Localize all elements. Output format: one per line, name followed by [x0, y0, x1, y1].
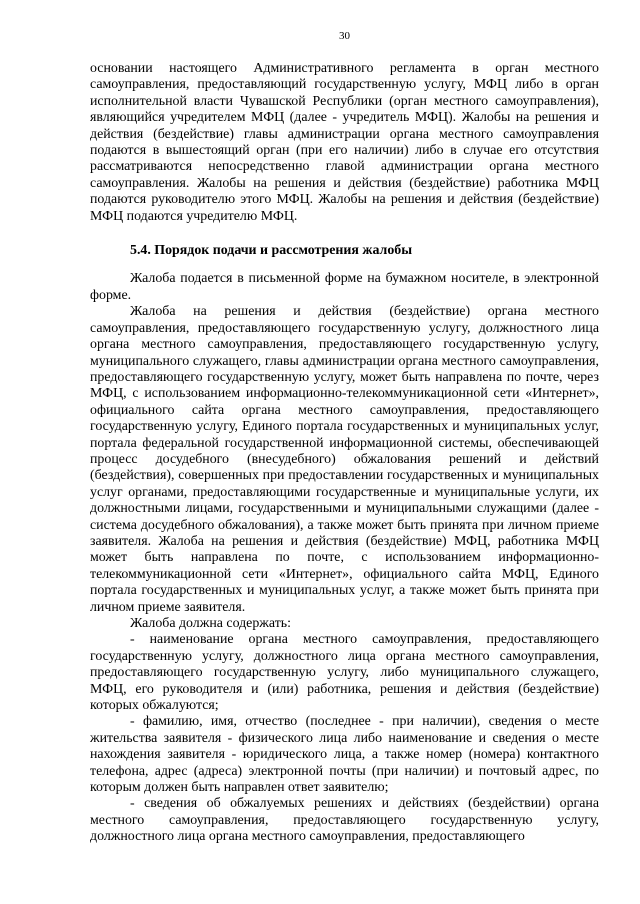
paragraph-complaint-channels: Жалоба на решения и действия (бездействие) органа местного самоуправления, предоставляющего государственную услугу, должностного лица органа местного самоуправления, предоставляющего государственную услугу, муниципального служащего, главы администрации органа местного самоуправления, предоставляющего государственную услугу, может быть направлена по почте, через МФЦ, с использованием информационно-телекоммуникационной сети «Интернет», официального сайта органа местного самоуправления, предоставляющего государственную услугу, Единого портала государственных и муниципальных услуг, портала федеральной государственной информационной системы, обеспечивающей процесс досудебного (внесудебного) обжалования решений и действий (бездействия), совершенных при предоставлении государственных и муниципальных услуг органами, предоставляющими государственные и муниципальные услуги, их должностными лицами, государственными и муниципальными служащими (далее - система досудебного обжалования), а также может быть принята при личном приеме заявителя. Жалоба на решения и действия (бездействие) МФЦ, работника МФЦ может быть направлена по почте, с использованием информационно-телекоммуникационной сети «Интернет», официального сайта МФЦ, Единого портала государственных и муниципальных услуг, а также может быть принята при личном приеме заявителя.: [90, 304, 599, 615]
section-heading: 5.4. Порядок подачи и рассмотрения жалобы: [130, 243, 413, 259]
paragraph-complaint-contents-intro: Жалоба должна содержать:: [130, 616, 291, 631]
paragraph-complaint-form: Жалоба подается в письменной форме на бумажном носителе, в электронной форме.: [90, 271, 599, 303]
page-number: 30: [339, 30, 350, 42]
list-item-appealed-decisions: - сведения об обжалуемых решениях и действиях (бездействии) органа местного самоуправления, предоставляющего государственную услугу, должностного лица органа местного самоуправления, предоставляющего: [90, 796, 599, 845]
list-item-applicant-details: - фамилию, имя, отчество (последнее - при наличии), сведения о месте жительства заявителя - физического лица либо наименование и сведения о месте нахождения заявителя - юридического лица, а также номер (номера) контактного телефона, адрес (адреса) электронной почты (при наличии) и почтовый адрес, по которым должен быть направлен ответ заявителю;: [90, 714, 599, 796]
paragraph-continuation: основании настоящего Административного регламента в орган местного самоуправления, предоставляющий государственную услугу, МФЦ либо в орган исполнительной власти Чувашской Республики (орган местного самоуправления), являющийся учредителем МФЦ (далее - учредитель МФЦ). Жалобы на решения и действия (бездействие) главы администрации органа местного самоуправления подаются в вышестоящий орган (при его наличии) либо в случае его отсутствия рассматриваются непосредственно главой администрации органа местного самоуправления. Жалобы на решения и действия (бездействие) работника МФЦ подаются руководителю этого МФЦ. Жалобы на решения и действия (бездействие) МФЦ подаются учредителю МФЦ.: [90, 61, 599, 224]
document-body: [90, 61, 599, 846]
list-item-authority-name: - наименование органа местного самоуправления, предоставляющего государственную услугу, должностного лица органа местного самоуправления, предоставляющего государственную услугу, либо муниципального служащего, МФЦ, его руководителя и (или) работника, решения и действия (бездействие) которых обжалуются;: [90, 632, 599, 714]
